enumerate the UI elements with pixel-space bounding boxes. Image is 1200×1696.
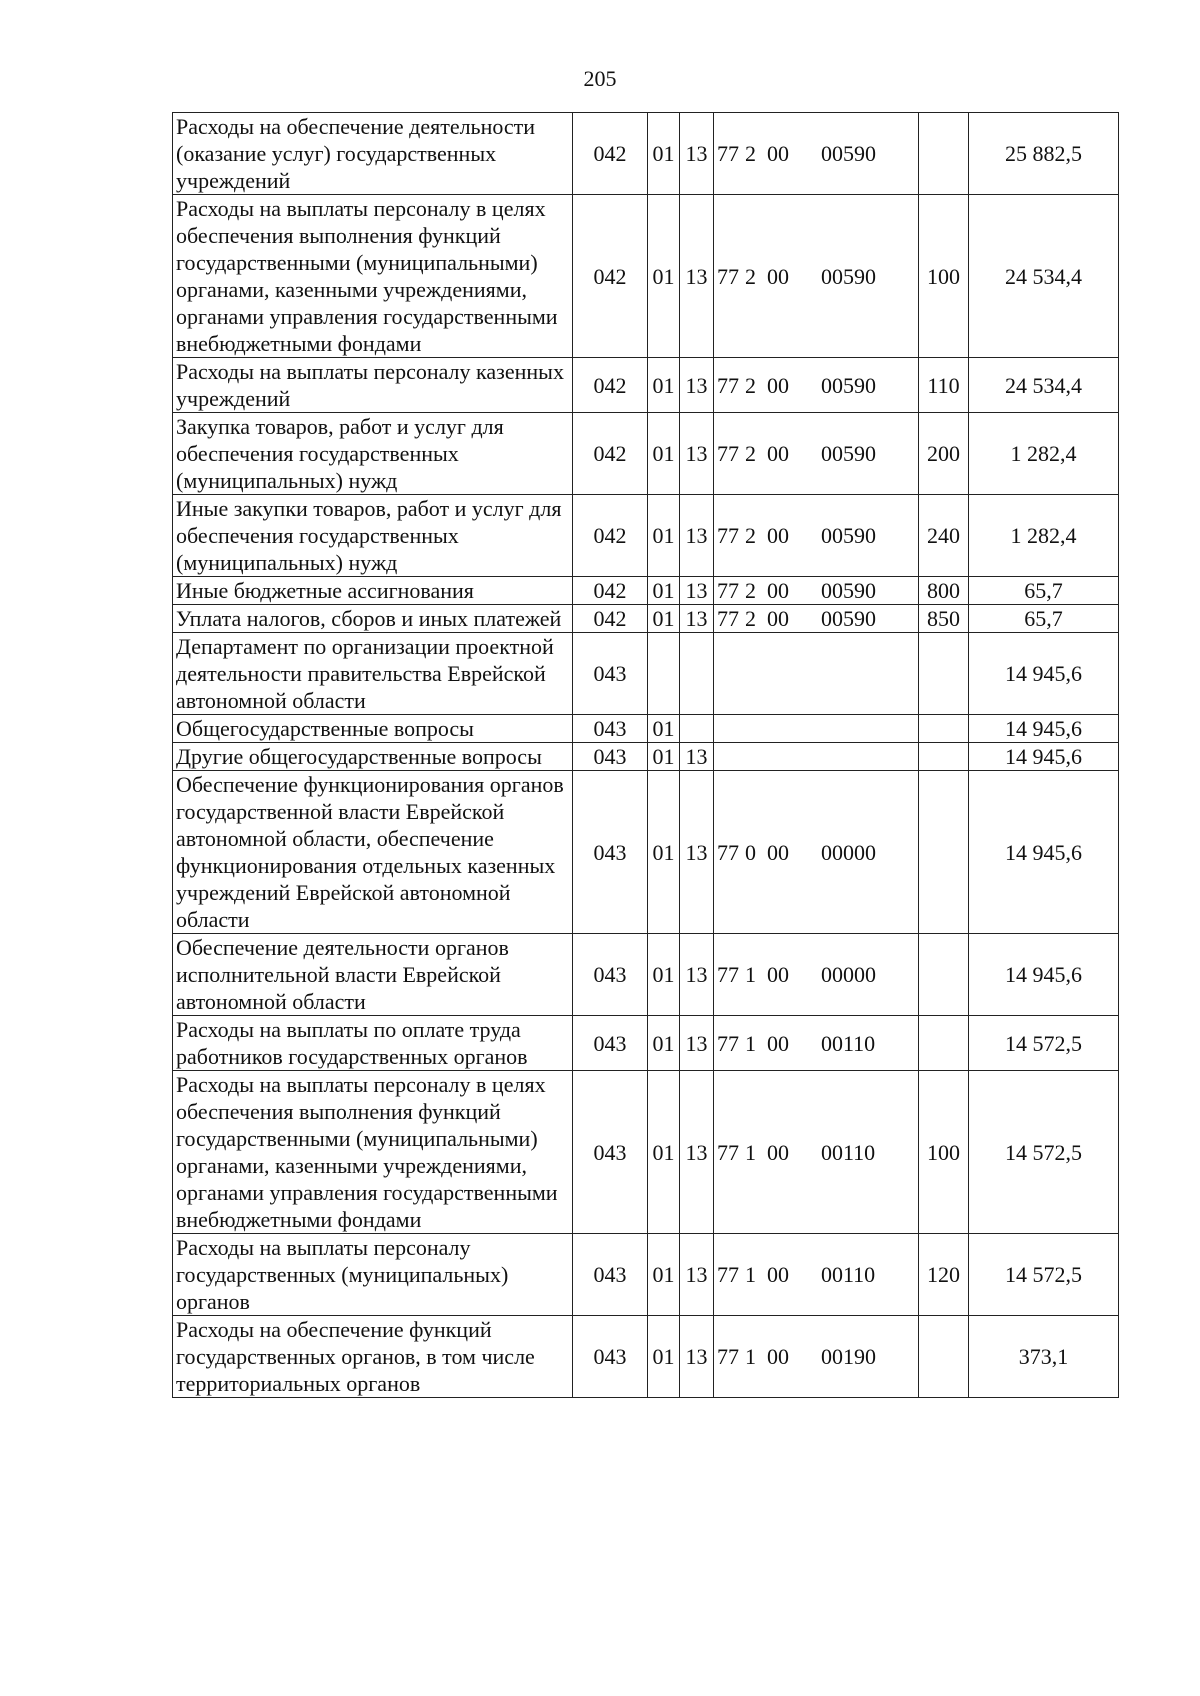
table-row — [173, 1071, 1119, 1234]
subsection-code-cell: 13 — [680, 1016, 714, 1071]
expense-type-cell — [919, 113, 969, 195]
section-code-cell: 01 — [648, 495, 680, 577]
target-article-cell — [714, 113, 919, 195]
subsection-code-cell: 13 — [680, 771, 714, 934]
target-article-part: 2 — [745, 523, 756, 548]
subsection-code-cell: 13 — [680, 113, 714, 195]
amount-cell: 14 572,5 — [969, 1234, 1119, 1316]
target-article-part: 2 — [745, 372, 756, 398]
target-article-part: 00 — [767, 606, 789, 631]
amount-cell: 14 572,5 — [969, 1016, 1119, 1071]
target-article-part: 2 — [745, 606, 756, 631]
section-code-cell: 01 — [648, 413, 680, 495]
subsection-code-cell — [680, 715, 714, 743]
target-article-part: 77 — [717, 441, 739, 466]
table-row — [173, 577, 1119, 605]
expense-name-cell: Обеспечение деятельности органов исполнительной власти Еврейской автономной области — [173, 934, 573, 1016]
expense-type-cell: 100 — [919, 195, 969, 358]
table-row — [173, 715, 1119, 743]
target-article-part: 77 — [717, 523, 739, 548]
target-article-cell — [714, 633, 919, 715]
subsection-code-cell: 13 — [680, 195, 714, 358]
target-article-part: 1 — [745, 1139, 756, 1165]
amount-cell: 24 534,4 — [969, 358, 1119, 413]
expense-name-cell: Закупка товаров, работ и услуг для обеспечения государственных (муниципальных) нужд — [173, 413, 573, 495]
admin-code-cell: 042 — [573, 358, 648, 413]
subsection-code-cell: 13 — [680, 358, 714, 413]
section-code-cell: 01 — [648, 715, 680, 743]
target-article-cell — [714, 934, 919, 1016]
section-code-cell — [648, 633, 680, 715]
target-article-part: 00000 — [821, 962, 876, 987]
table-row — [173, 495, 1119, 577]
target-article-part: 77 — [717, 372, 739, 398]
admin-code-cell: 043 — [573, 934, 648, 1016]
target-article-part: 1 — [745, 962, 756, 987]
admin-code-cell: 042 — [573, 495, 648, 577]
target-article-part: 2 — [745, 441, 756, 466]
target-article-part: 1 — [745, 1262, 756, 1287]
expense-name-cell: Уплата налогов, сборов и иных платежей — [173, 605, 573, 633]
section-code-cell: 01 — [648, 1234, 680, 1316]
target-article-cell — [714, 1016, 919, 1071]
table-row — [173, 195, 1119, 358]
subsection-code-cell: 13 — [680, 743, 714, 771]
expense-type-cell: 850 — [919, 605, 969, 633]
target-article-part: 77 — [717, 1344, 739, 1369]
section-code-cell: 01 — [648, 1316, 680, 1398]
target-article-cell — [714, 495, 919, 577]
expense-type-cell: 800 — [919, 577, 969, 605]
target-article-part: 77 — [717, 1030, 739, 1056]
amount-cell: 1 282,4 — [969, 413, 1119, 495]
section-code-cell: 01 — [648, 934, 680, 1016]
target-article-part: 00 — [767, 263, 789, 289]
table-row — [173, 771, 1119, 934]
expense-name-cell: Иные бюджетные ассигнования — [173, 577, 573, 605]
target-article-part: 77 — [717, 962, 739, 987]
expense-type-cell: 110 — [919, 358, 969, 413]
target-article-cell — [714, 1234, 919, 1316]
target-article-cell — [714, 605, 919, 633]
admin-code-cell: 042 — [573, 605, 648, 633]
section-code-cell: 01 — [648, 605, 680, 633]
subsection-code-cell: 13 — [680, 495, 714, 577]
amount-cell: 65,7 — [969, 577, 1119, 605]
target-article-part: 2 — [745, 263, 756, 289]
table-body — [173, 113, 1119, 1398]
admin-code-cell: 043 — [573, 715, 648, 743]
admin-code-cell: 043 — [573, 1234, 648, 1316]
target-article-part: 1 — [745, 1344, 756, 1369]
target-article-part: 77 — [717, 606, 739, 631]
section-code-cell: 01 — [648, 771, 680, 934]
subsection-code-cell: 13 — [680, 1071, 714, 1234]
expense-type-cell: 200 — [919, 413, 969, 495]
table-row — [173, 934, 1119, 1016]
expense-type-cell — [919, 633, 969, 715]
target-article-part: 00110 — [821, 1262, 876, 1287]
target-article-part: 00590 — [821, 263, 876, 289]
target-article-part: 77 — [717, 839, 739, 865]
table-row — [173, 743, 1119, 771]
subsection-code-cell: 13 — [680, 605, 714, 633]
expense-name-cell: Расходы на выплаты по оплате труда работников государственных органов — [173, 1016, 573, 1071]
target-article-part: 00590 — [821, 578, 876, 603]
target-article-cell — [714, 743, 919, 771]
target-article-part: 77 — [717, 578, 739, 603]
target-article-cell — [714, 771, 919, 934]
table-row — [173, 1016, 1119, 1071]
admin-code-cell: 043 — [573, 633, 648, 715]
amount-cell: 14 572,5 — [969, 1071, 1119, 1234]
table-row — [173, 113, 1119, 195]
target-article-cell — [714, 413, 919, 495]
admin-code-cell: 042 — [573, 413, 648, 495]
target-article-part: 2 — [745, 141, 756, 166]
target-article-part: 00 — [767, 372, 789, 398]
amount-cell: 65,7 — [969, 605, 1119, 633]
target-article-part: 00 — [767, 523, 789, 548]
target-article-part: 00 — [767, 1139, 789, 1165]
budget-table — [172, 112, 1119, 1398]
target-article-part: 77 — [717, 1139, 739, 1165]
target-article-part: 2 — [745, 578, 756, 603]
subsection-code-cell: 13 — [680, 413, 714, 495]
amount-cell: 14 945,6 — [969, 715, 1119, 743]
expense-name-cell: Обеспечение функционирования органов государственной власти Еврейской автономной области, обеспечение функционирования отдельных казенных учреждений Еврейской автономной области — [173, 771, 573, 934]
target-article-cell — [714, 715, 919, 743]
amount-cell: 24 534,4 — [969, 195, 1119, 358]
subsection-code-cell: 13 — [680, 1316, 714, 1398]
table-row — [173, 605, 1119, 633]
section-code-cell: 01 — [648, 577, 680, 605]
subsection-code-cell: 13 — [680, 934, 714, 1016]
amount-cell: 14 945,6 — [969, 633, 1119, 715]
target-article-part: 77 — [717, 141, 739, 166]
expense-type-cell: 100 — [919, 1071, 969, 1234]
amount-cell: 14 945,6 — [969, 771, 1119, 934]
expense-name-cell: Расходы на обеспечение функций государственных органов, в том числе территориальных органов — [173, 1316, 573, 1398]
expense-name-cell: Иные закупки товаров, работ и услуг для обеспечения государственных (муниципальных) нужд — [173, 495, 573, 577]
expense-type-cell: 240 — [919, 495, 969, 577]
target-article-part: 00590 — [821, 441, 876, 466]
table-row — [173, 633, 1119, 715]
section-code-cell: 01 — [648, 358, 680, 413]
page-number: 205 — [583, 66, 617, 91]
subsection-code-cell: 13 — [680, 577, 714, 605]
expense-type-cell — [919, 771, 969, 934]
expense-name-cell: Общегосударственные вопросы — [173, 715, 573, 743]
expense-type-cell — [919, 743, 969, 771]
amount-cell: 14 945,6 — [969, 934, 1119, 1016]
target-article-cell — [714, 195, 919, 358]
target-article-part: 0 — [745, 839, 756, 865]
target-article-part: 00590 — [821, 372, 876, 398]
table-row — [173, 358, 1119, 413]
expense-type-cell — [919, 1316, 969, 1398]
section-code-cell: 01 — [648, 1071, 680, 1234]
section-code-cell: 01 — [648, 743, 680, 771]
expense-name-cell: Расходы на выплаты персоналу в целях обеспечения выполнения функций государственными (муниципальными) органами, казенными учреждениями, органами управления государственными внебюджетными фондами — [173, 1071, 573, 1234]
admin-code-cell: 043 — [573, 743, 648, 771]
target-article-part: 77 — [717, 263, 739, 289]
table-row — [173, 1234, 1119, 1316]
admin-code-cell: 042 — [573, 113, 648, 195]
target-article-part: 00110 — [821, 1030, 876, 1056]
table-row — [173, 413, 1119, 495]
target-article-part: 00590 — [821, 606, 876, 631]
target-article-part: 00110 — [821, 1139, 876, 1165]
target-article-part: 00 — [767, 962, 789, 987]
admin-code-cell: 043 — [573, 1016, 648, 1071]
target-article-part: 00 — [767, 1262, 789, 1287]
expense-type-cell — [919, 1016, 969, 1071]
target-article-part: 00 — [767, 578, 789, 603]
target-article-part: 00 — [767, 141, 789, 166]
subsection-code-cell: 13 — [680, 1234, 714, 1316]
admin-code-cell: 042 — [573, 195, 648, 358]
section-code-cell: 01 — [648, 195, 680, 358]
target-article-part: 00 — [767, 1344, 789, 1369]
admin-code-cell: 043 — [573, 1071, 648, 1234]
amount-cell: 373,1 — [969, 1316, 1119, 1398]
expense-name-cell: Расходы на обеспечение деятельности (оказание услуг) государственных учреждений — [173, 113, 573, 195]
section-code-cell: 01 — [648, 113, 680, 195]
table-row — [173, 1316, 1119, 1398]
target-article-part: 1 — [745, 1030, 756, 1056]
expense-name-cell: Другие общегосударственные вопросы — [173, 743, 573, 771]
admin-code-cell: 042 — [573, 577, 648, 605]
expense-type-cell — [919, 715, 969, 743]
target-article-part: 00590 — [821, 141, 876, 166]
subsection-code-cell — [680, 633, 714, 715]
section-code-cell: 01 — [648, 1016, 680, 1071]
target-article-part: 00590 — [821, 523, 876, 548]
target-article-part: 00 — [767, 839, 789, 865]
expense-name-cell: Расходы на выплаты персоналу в целях обеспечения выполнения функций государственными (муниципальными) органами, казенными учреждениями, органами управления государственными внебюджетными фондами — [173, 195, 573, 358]
amount-cell: 14 945,6 — [969, 743, 1119, 771]
admin-code-cell: 043 — [573, 771, 648, 934]
target-article-part: 00 — [767, 1030, 789, 1056]
amount-cell: 1 282,4 — [969, 495, 1119, 577]
target-article-cell — [714, 577, 919, 605]
expense-type-cell — [919, 934, 969, 1016]
target-article-part: 00000 — [821, 839, 876, 865]
expense-name-cell: Расходы на выплаты персоналу государственных (муниципальных) органов — [173, 1234, 573, 1316]
target-article-cell — [714, 358, 919, 413]
expense-name-cell: Департамент по организации проектной деятельности правительства Еврейской автономной области — [173, 633, 573, 715]
target-article-cell — [714, 1316, 919, 1398]
expense-name-cell: Расходы на выплаты персоналу казенных учреждений — [173, 358, 573, 413]
expense-type-cell: 120 — [919, 1234, 969, 1316]
target-article-part: 00190 — [821, 1344, 876, 1369]
target-article-part: 00 — [767, 441, 789, 466]
amount-cell: 25 882,5 — [969, 113, 1119, 195]
target-article-cell — [714, 1071, 919, 1234]
target-article-part: 77 — [717, 1262, 739, 1287]
admin-code-cell: 043 — [573, 1316, 648, 1398]
